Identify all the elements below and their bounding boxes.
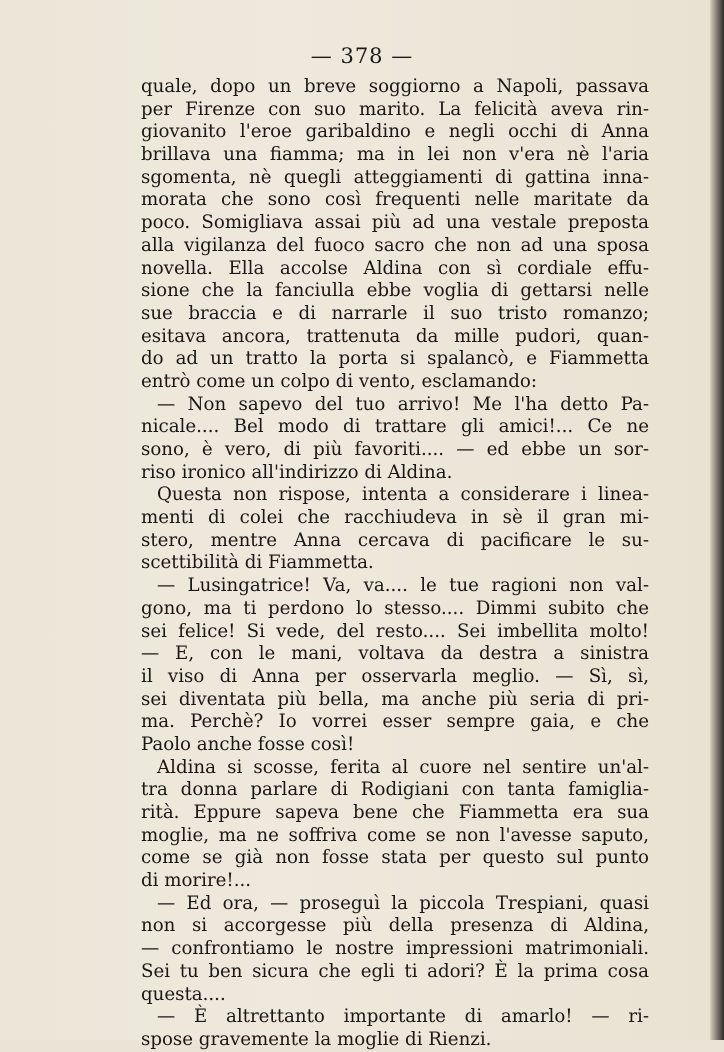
text-line: di morire!... bbox=[141, 870, 252, 892]
text-line: gono, ma ti perdono lo stesso.... Dimmi subito che bbox=[141, 597, 649, 619]
text-line: sono, è vero, di più favoriti.... — ed ebbe un sor- bbox=[141, 439, 649, 460]
text-line: — confrontiamo le nostre impressioni matrimoniali. bbox=[141, 938, 649, 960]
text-line: tra donna parlare di Rodigiani con tanta famiglia- bbox=[141, 779, 649, 801]
text-line: brillava una fiamma; ma in lei non v'era nè l'aria bbox=[141, 144, 649, 166]
text-line: ma. Perchè? Io vorrei esser sempre gaia, e che bbox=[141, 711, 649, 733]
text-line: do ad un tratto la porta si spalancò, e Fiammetta bbox=[141, 348, 649, 370]
text-line: questa.... bbox=[141, 983, 226, 1005]
text-line: non si accorgesse più della presenza di Aldina, bbox=[141, 915, 649, 937]
page-number: — 378 — bbox=[310, 44, 414, 68]
text-line: sione che la fanciulla ebbe voglia di gettarsi nelle bbox=[141, 280, 649, 302]
text-line: per Firenze con suo marito. La felicità aveva rin- bbox=[141, 98, 649, 120]
text-line: sgomenta, nè quegli atteggiamenti di gattina inna- bbox=[141, 166, 649, 188]
body-text bbox=[141, 76, 649, 1052]
text-line: Aldina si scosse, ferita al cuore nel sentire un'al- bbox=[157, 756, 649, 778]
text-line: morata che sono così frequenti nelle maritate da bbox=[141, 189, 649, 211]
text-line: Sei tu ben sicura che egli ti adori? È la prima cosa bbox=[141, 960, 649, 982]
text-line: Paolo anche fosse così! bbox=[141, 733, 355, 755]
text-line: — E, con le mani, voltava da destra a sinistra bbox=[141, 643, 649, 665]
text-line: poco. Somigliava assai più ad una vestale preposta bbox=[141, 212, 649, 234]
text-line: sei felice! Si vede, del resto.... Sei imbellita molto! bbox=[141, 620, 649, 642]
text-line: entrò come un colpo di vento, esclamando: bbox=[141, 370, 537, 392]
text-line: menti di colei che racchiudeva in sè il gran mi- bbox=[141, 507, 649, 529]
text-line: moglie, ma ne soffriva come se non l'avesse saputo, bbox=[141, 824, 649, 846]
text-line: riso ironico all'indirizzo di Aldina. bbox=[141, 461, 453, 483]
text-line: nicale.... Bel modo di trattare gli amici!... Ce ne bbox=[141, 416, 649, 438]
text-line: alla vigilanza del fuoco sacro che non ad una sposa bbox=[141, 234, 649, 256]
book-spine-shadow bbox=[710, 0, 724, 1040]
text-line: — Lusingatrice! Va, va.... le tue ragioni non val- bbox=[157, 575, 649, 597]
text-line: esitava ancora, trattenuta da mille pudori, quan- bbox=[141, 325, 649, 347]
text-line: — È altrettanto importante di amarlo! — ri- bbox=[157, 1006, 649, 1028]
text-line: sue braccia e di narrarle il suo tristo romanzo; bbox=[141, 302, 649, 324]
text-line: il viso di Anna per osservarla meglio. — Sì, sì, bbox=[141, 665, 649, 687]
text-line: sei diventata più bella, ma anche più seria di pri- bbox=[141, 688, 649, 710]
text-line: scettibilità di Fiammetta. bbox=[141, 552, 374, 574]
text-line: rità. Eppure sapeva bene che Fiammetta era sua bbox=[141, 802, 649, 823]
text-line: — Non sapevo del tuo arrivo! Me l'ha detto Pa- bbox=[157, 393, 649, 415]
text-line: Questa non rispose, intenta a considerare i linea- bbox=[157, 484, 649, 506]
text-line: stero, mentre Anna cercava di pacificare le su- bbox=[141, 529, 649, 551]
text-line: spose gravemente la moglie di Rienzi. bbox=[141, 1028, 492, 1050]
text-line: novella. Ella accolse Aldina con sì cordiale effu- bbox=[141, 257, 649, 279]
text-line: quale, dopo un breve soggiorno a Napoli, passava bbox=[141, 76, 649, 97]
text-line: — Ed ora, — proseguì la piccola Trespiani, quasi bbox=[157, 892, 649, 914]
text-line: come se già non fosse stata per questo sul punto bbox=[141, 847, 649, 869]
text-line: giovanito l'eroe garibaldino e negli occhi di Anna bbox=[141, 121, 649, 143]
